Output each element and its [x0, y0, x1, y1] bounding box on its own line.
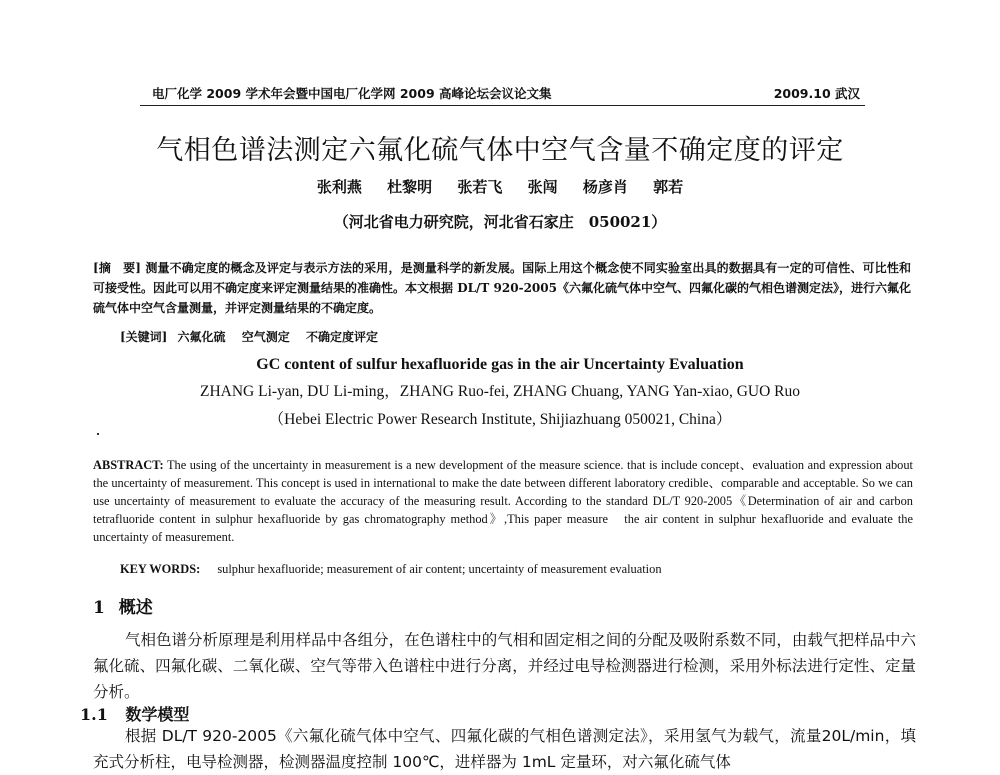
affiliation-cn: （河北省电力研究院，河北省石家庄 050021） [333, 213, 667, 231]
author-list-cn [0, 176, 1000, 197]
stray-mark [97, 433, 99, 435]
author-cn: 杨彦肖 [582, 178, 628, 196]
author-cn: 张闯 [527, 178, 558, 196]
author-cn: 张利燕 [316, 178, 362, 196]
section-heading [93, 593, 153, 618]
abstract-en [93, 456, 913, 546]
paper-title-en: GC content of sulfur hexafluoride gas in the air Uncertainty Evaluation [256, 356, 744, 373]
header-date: 2009.10 武汉 [773, 86, 860, 101]
section-number: 1 [93, 598, 105, 618]
header-rule [140, 105, 865, 106]
section-paragraph: 气相色谱分析原理是利用样品中各组分，在色谱柱中的气相和固定相之间的分配及吸附系数不同，由载气把样品中六氟化硫、四氟化碳、二氧化碳、空气等带入色谱柱中进行分离，并经过电导检测器进行检测，采用外标法进行定性、定量分析。 [93, 631, 916, 701]
keywords-en [120, 562, 662, 577]
subsection-number: 1.1 [80, 705, 108, 724]
subsection-paragraph: 根据 DL/T 920-2005《六氟化硫气体中空气、四氟化碳的气相色谱测定法》，采用氢气为载气，流量20L/min，填充式分析柱，电导检测器，检测器温度控制 100℃，进样器为 1mL 定量环，对六氟化硫气体 [93, 727, 916, 771]
abstract-cn [93, 258, 911, 318]
paper-title-cn: 气相色谱法测定六氟化硫气体中空气含量不确定度的评定 [156, 135, 844, 166]
keywords-label-en: KEY WORDS: [120, 562, 201, 576]
subsection-heading [80, 702, 189, 725]
section-title: 概述 [118, 598, 153, 618]
author-list-en: ZHANG Li-yan, DU Li-ming，ZHANG Ruo-fei, ZHANG Chuang, YANG Yan-xiao, GUO Ruo [200, 383, 800, 400]
keyword-cn: 空气测定 [241, 330, 290, 344]
abstract-label-cn: [摘 要] [93, 261, 141, 275]
keyword-cn: 六氟化硫 [177, 330, 226, 344]
abstract-text-en: The using of the uncertainty in measurement is a new development of the measure science. that is include concept、evaluation and expression about the uncertainty of measurement. This concept is used in international to make the date between different laboratory credible、comparable and acceptable. So we can use uncertainty of measurement to evaluate the accuracy of the measuring result. According to the standard DL/T 920-2005《Determination of air and carbon tetrafluoride content in sulphur hexafluoride by gas chromatography method》,This paper measure the air content in sulphur hexafluoride and evaluate the uncertainty of measurement. [93, 458, 913, 544]
running-header: 电厂化学 2009 学术年会暨中国电厂化学网 2009 高峰论坛会议论文集 [152, 86, 552, 101]
abstract-label-en: ABSTRACT: [93, 458, 164, 472]
subsection-title: 数学模型 [125, 705, 190, 724]
abstract-text-cn: 测量不确定度的概念及评定与表示方法的采用，是测量科学的新发展。国际上用这个概念使不同实验室出具的数据具有一定的可信性、可比性和可接受性。因此可以用不确定度来评定测量结果的准确性。本文根据 DL/T 920-2005《六氟化硫气体中空气、四氟化碳的气相色谱测定法》，进行六氟化硫气体中空气含量测量，并评定测量结果的不确定度。 [93, 261, 911, 315]
keywords-text-en: sulphur hexafluoride; measurement of air content; uncertainty of measurement evaluation [217, 562, 662, 576]
author-cn: 张若飞 [457, 178, 503, 196]
keyword-cn: 不确定度评定 [305, 330, 378, 344]
keywords-label-cn: [关键词] [120, 330, 168, 344]
keywords-cn [120, 328, 390, 345]
affiliation-en: （Hebei Electric Power Research Institute, Shijiazhuang 050021, China） [268, 411, 732, 428]
author-cn: 杜黎明 [387, 178, 433, 196]
author-cn: 郭若 [653, 178, 684, 196]
